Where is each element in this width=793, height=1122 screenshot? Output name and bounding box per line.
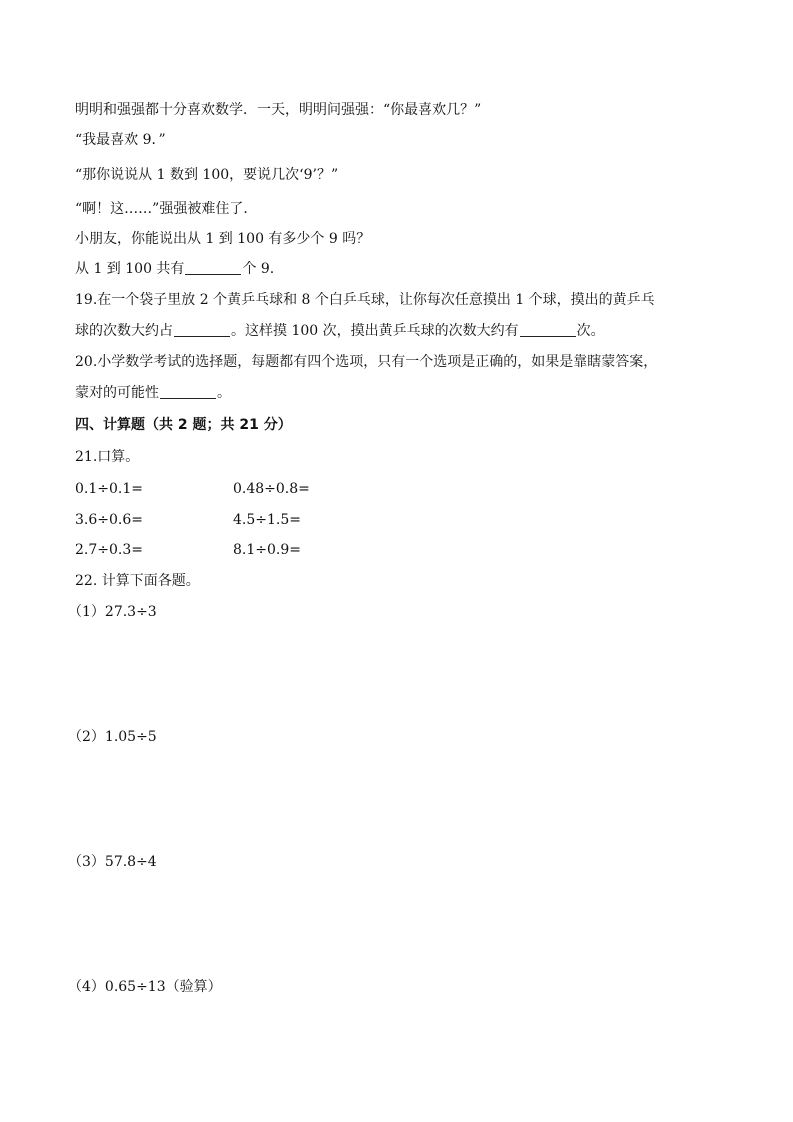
q22-item-4: （4）0.65÷13（验算） <box>68 979 222 995</box>
oral-calc-item: 0.1÷0.1= <box>75 481 143 497</box>
answer-blank[interactable] <box>185 260 241 275</box>
q21-row <box>75 480 675 498</box>
q18-line-5: 小朋友，你能说出从 1 到 100 有多少个 9 吗？ <box>75 231 371 247</box>
q19-text-1: 球的次数大约占 <box>75 323 173 339</box>
q18-line-3: “那你说说从 1 数到 100，要说几次‘9’？” <box>75 167 339 183</box>
oral-calc-item: 0.48÷0.8= <box>233 481 310 497</box>
q18-line-2: “我最喜欢 9．” <box>75 132 166 148</box>
q21-row <box>75 541 675 559</box>
q20-text-2: 。 <box>217 385 231 401</box>
q20-line-2 <box>75 384 231 402</box>
q21-row <box>75 511 675 529</box>
q22-title: 22. 计算下面各题。 <box>75 573 200 589</box>
section-title: 四、计算题（共 2 题；共 21 分） <box>75 417 292 433</box>
q21-title: 21.口算。 <box>75 449 140 465</box>
q19-line-1: 19.在一个袋子里放 2 个黄乒乓球和 8 个白乒乓球，让你每次任意摸出 1 个球，摸出的黄乒乓 <box>75 292 655 308</box>
q18-answer-prefix: 从 1 到 100 共有 <box>75 261 185 277</box>
q20-text-1: 蒙对的可能性 <box>75 385 159 401</box>
answer-blank[interactable] <box>520 322 576 337</box>
oral-calc-item: 8.1÷0.9= <box>233 542 301 558</box>
q19-line-2 <box>75 322 605 340</box>
answer-blank[interactable] <box>174 322 230 337</box>
q19-text-3: 次。 <box>576 323 605 339</box>
q18-answer-line <box>75 260 274 278</box>
q18-answer-suffix: 个 9. <box>242 261 275 277</box>
q22-item-2: （2）1.05÷5 <box>68 729 157 745</box>
oral-calc-item: 2.7÷0.3= <box>75 542 143 558</box>
q18-line-1: 明明和强强都十分喜欢数学．一天，明明问强强：“你最喜欢几？” <box>75 102 482 118</box>
oral-calc-item: 3.6÷0.6= <box>75 512 143 528</box>
answer-blank[interactable] <box>160 384 216 399</box>
q22-item-3: （3）57.8÷4 <box>68 854 157 870</box>
q22-item-1: （1）27.3÷3 <box>68 604 157 620</box>
q19-text-2: 。这样摸 100 次，摸出黄乒乓球的次数大约有 <box>231 323 519 339</box>
q18-line-4: “啊！这……”强强被难住了． <box>75 201 258 217</box>
oral-calc-item: 4.5÷1.5= <box>233 512 301 528</box>
q20-line-1: 20.小学数学考试的选择题，每题都有四个选项，只有一个选项是正确的，如果是靠瞎蒙答案， <box>75 354 658 370</box>
